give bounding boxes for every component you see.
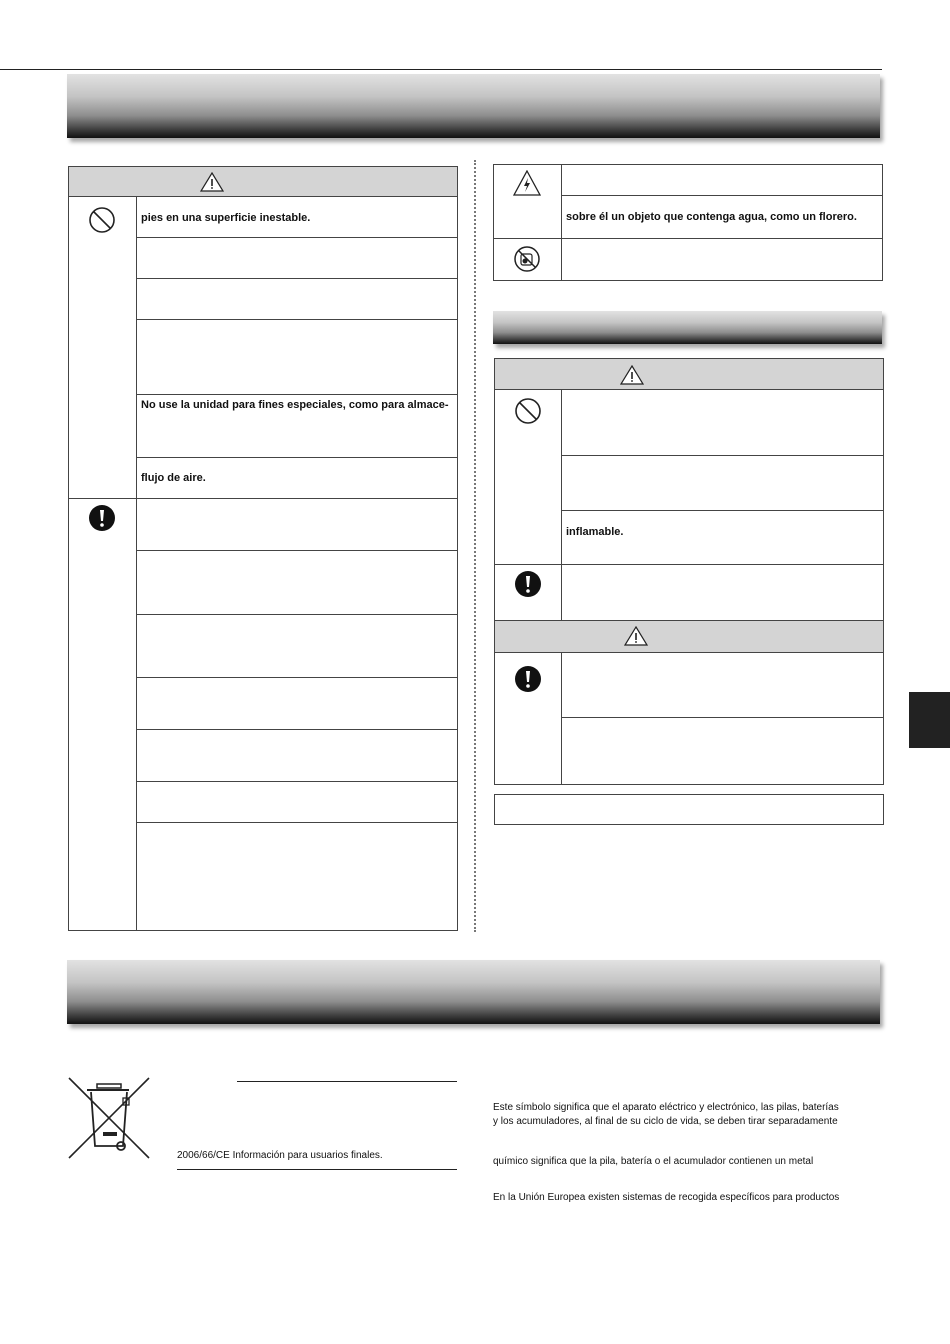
row-line — [136, 457, 457, 458]
no-water-icon — [513, 245, 541, 273]
row-line — [494, 564, 883, 565]
right-top-row-2-text: sobre él un objeto que contenga agua, como un florero. — [566, 211, 857, 223]
caution-header-right — [495, 620, 883, 653]
row-line — [136, 394, 457, 395]
section-banner-right — [493, 311, 882, 344]
right-bottom-row-3-text: inflamable. — [566, 526, 624, 538]
mandatory-icon — [514, 665, 542, 693]
warning-header-left — [68, 166, 458, 197]
row-line — [136, 677, 457, 678]
row-line — [136, 781, 457, 782]
row-line — [561, 455, 883, 456]
note-box — [494, 794, 884, 825]
section-banner-bottom — [67, 960, 880, 1024]
row-line — [136, 319, 457, 320]
right-bottom-table — [494, 389, 884, 785]
row-line — [136, 237, 457, 238]
electric-shock-icon — [513, 170, 541, 196]
footer-rule — [177, 1169, 457, 1170]
para1-line1: Este símbolo significa que el aparato eléctrico y electrónico, las pilas, baterías — [493, 1102, 839, 1113]
row-line — [493, 238, 882, 239]
warning-triangle-icon — [620, 365, 644, 385]
warning-triangle-icon — [624, 626, 648, 646]
row-line — [561, 195, 882, 196]
right-top-divider — [561, 164, 562, 280]
prohibition-icon — [514, 397, 542, 425]
left-row-5-text: No use la unidad para fines especiales, como para almace- — [141, 399, 449, 411]
row-line — [136, 729, 457, 730]
mandatory-icon — [88, 504, 116, 532]
row-line — [136, 278, 457, 279]
chapter-tab — [909, 692, 950, 748]
warning-header-right — [494, 358, 884, 390]
row-line — [136, 550, 457, 551]
left-table-divider — [136, 196, 137, 930]
right-bottom-divider — [561, 389, 562, 784]
crossed-bin-icon — [67, 1076, 151, 1162]
section-banner-top — [67, 74, 880, 138]
column-divider — [474, 160, 476, 932]
left-row-1-text: pies en una superficie inestable. — [141, 212, 311, 224]
row-line — [136, 614, 457, 615]
para3-line1: En la Unión Europea existen sistemas de recogida específicos para productos — [493, 1192, 840, 1203]
para1-line2: y los acumuladores, al final de su ciclo de vida, se deben tirar separadamente — [493, 1116, 838, 1127]
row-line — [68, 498, 457, 499]
prohibition-icon — [88, 206, 116, 234]
row-line — [561, 510, 883, 511]
left-row-6-text: flujo de aire. — [141, 472, 206, 484]
mandatory-icon — [514, 570, 542, 598]
row-line — [136, 822, 457, 823]
header-rule — [237, 1081, 457, 1082]
row-line — [561, 717, 883, 718]
top-rule — [0, 69, 882, 70]
warning-triangle-icon — [200, 172, 224, 192]
left-table — [68, 196, 458, 931]
para2-line1: químico significa que la pila, batería o el acumulador contienen un metal — [493, 1156, 814, 1167]
directive-text: 2006/66/CE Información para usuarios finales. — [177, 1150, 383, 1161]
